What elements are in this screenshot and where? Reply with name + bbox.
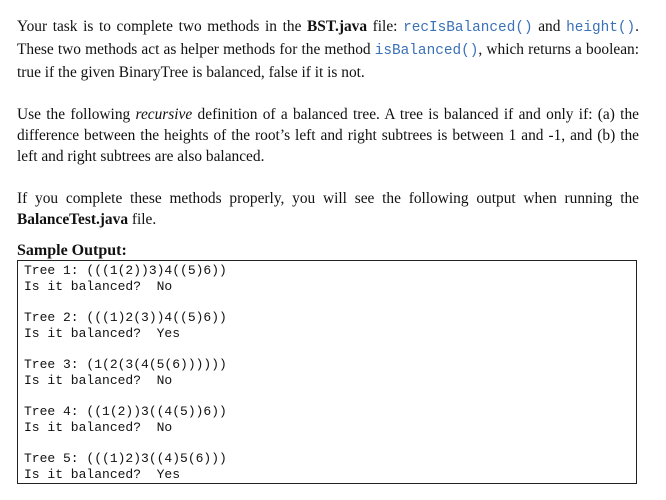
paragraph-definition xyxy=(17,104,639,167)
text: definition of a balanced tree. A tree is balanced if and only if: (a) the difference between the heights of the root’s left and right subtrees is between 1 and -1, and (b) the left and right subtrees are also balanced. xyxy=(17,106,639,165)
output-block-2 xyxy=(24,310,636,342)
paragraph-instructions xyxy=(17,188,639,230)
output-result-line: Is it balanced? No xyxy=(24,373,173,389)
output-tree-line: Tree 3: (1(2(3(4(5(6)))))) xyxy=(24,357,227,372)
text: Your task is to complete two methods in the xyxy=(17,18,308,35)
output-result-line: Is it balanced? No xyxy=(24,279,173,295)
text: file. xyxy=(128,211,157,228)
text: Use the following xyxy=(17,106,136,123)
output-block-4 xyxy=(24,404,636,436)
text: . These two methods act as helper methods for the method xyxy=(17,18,640,58)
output-tree-line: Tree 2: (((1)2(3))4((5)6)) xyxy=(24,310,227,325)
paragraph-task xyxy=(17,16,639,83)
output-block-5 xyxy=(24,451,636,483)
text: file: xyxy=(367,18,404,35)
output-result-line: Is it balanced? Yes xyxy=(24,326,181,342)
output-tree-line: Tree 5: (((1)2)3((4)5(6))) xyxy=(24,451,227,466)
document-body xyxy=(17,16,640,483)
output-result-line: Is it balanced? Yes xyxy=(24,467,181,483)
output-block-3 xyxy=(24,357,636,389)
method-rec-is-balanced: recIsBalanced() xyxy=(403,20,533,36)
sample-output-heading-wrap xyxy=(17,242,127,260)
output-tree-line: Tree 1: (((1(2))3)4((5)6)) xyxy=(24,263,227,278)
method-height: height() xyxy=(566,20,636,36)
text: , which returns a boolean: true if the given BinaryTree is balanced, false if it is not. xyxy=(17,41,640,81)
output-tree-line: Tree 4: ((1(2))3((4(5))6)) xyxy=(24,404,227,419)
method-is-balanced: isBalanced() xyxy=(374,43,479,59)
output-result-line: Is it balanced? No xyxy=(24,420,173,436)
text: and xyxy=(532,18,567,35)
filename-balancetest: BalanceTest.java xyxy=(17,211,129,228)
text: If you complete these methods properly, you will see the following output when running the xyxy=(17,190,639,207)
sample-output-box xyxy=(17,260,637,484)
filename-bst: BST.java xyxy=(307,18,368,35)
emphasis-recursive: recursive xyxy=(135,106,193,123)
output-block-1 xyxy=(24,263,636,295)
sample-output-heading: Sample Output: xyxy=(17,242,127,259)
